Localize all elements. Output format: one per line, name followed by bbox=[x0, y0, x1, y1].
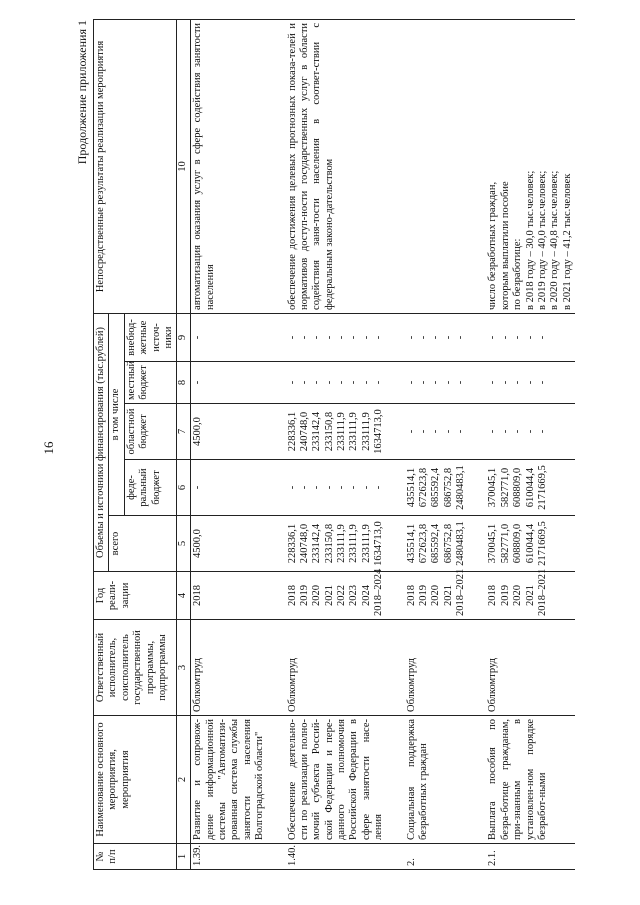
row-federal-value: - bbox=[323, 485, 335, 490]
row-federal-value: 435514,1 bbox=[405, 467, 417, 508]
row-name: Выплата пособия по безра-ботице гражданам, при-знанным в установлен-ном порядке безработ-ными bbox=[486, 716, 575, 844]
spacer-cell bbox=[387, 516, 405, 572]
row-total-value: 686752,8 bbox=[442, 523, 454, 564]
spacer-cell bbox=[468, 716, 486, 844]
row-regional-value: - bbox=[512, 429, 524, 434]
row-number: 1.40. bbox=[286, 844, 387, 870]
row-local-value: - bbox=[442, 380, 454, 385]
row-years-value: 2018 bbox=[286, 585, 298, 606]
row-regional-value: 233111,9 bbox=[336, 412, 347, 451]
row-federal bbox=[405, 460, 469, 516]
column-number: 2 bbox=[177, 716, 191, 844]
column-number: 8 bbox=[177, 362, 191, 404]
row-local-value: - bbox=[373, 380, 385, 385]
row-executor: Облкомтруд bbox=[486, 620, 575, 716]
row-local-value: - bbox=[430, 380, 442, 385]
row-result: автоматизация оказания услуг в сфере содействия занятости населения bbox=[191, 19, 268, 313]
spacer-cell bbox=[468, 620, 486, 716]
row-extrabudget-value: - bbox=[336, 335, 347, 340]
row-years-value: 2018–2021 bbox=[536, 568, 548, 616]
row-regional-value: - bbox=[430, 429, 442, 434]
header-including: в том числе bbox=[109, 313, 124, 515]
spacer-cell bbox=[387, 404, 405, 460]
spacer-cell bbox=[268, 362, 286, 404]
row-regional-value: - bbox=[536, 429, 548, 434]
spacer-cell bbox=[268, 620, 286, 716]
row-local-value: - bbox=[512, 380, 524, 385]
rotated-page bbox=[75, 20, 585, 870]
row-regional-value: - bbox=[499, 429, 511, 434]
row-total-value: 228336,1 bbox=[286, 523, 298, 564]
row-years bbox=[286, 568, 387, 620]
column-number: 9 bbox=[177, 313, 191, 361]
spacer-cell bbox=[387, 19, 405, 313]
row-extrabudget-value: - bbox=[499, 335, 511, 340]
row-result bbox=[405, 19, 469, 313]
row-local-value: - bbox=[336, 380, 347, 385]
row-regional-value: 4500,0 bbox=[192, 417, 204, 446]
row-local-value: - bbox=[417, 380, 429, 385]
row-federal-value: - bbox=[192, 485, 204, 490]
row-total bbox=[191, 516, 268, 572]
row-federal bbox=[486, 460, 575, 516]
spacer-cell bbox=[268, 716, 286, 844]
row-federal-value: - bbox=[286, 485, 298, 490]
spacer-cell bbox=[268, 313, 286, 361]
spacer-cell bbox=[468, 460, 486, 516]
row-executor: Облкомтруд bbox=[405, 620, 469, 716]
spacer-cell bbox=[468, 362, 486, 404]
row-local-value: - bbox=[487, 380, 499, 385]
row-years-value: 2019 bbox=[298, 585, 310, 606]
spacer-cell bbox=[268, 572, 286, 620]
row-extrabudget bbox=[486, 313, 575, 361]
row-federal-value: 2480483,1 bbox=[455, 465, 466, 510]
spacer-cell bbox=[468, 572, 486, 620]
row-extrabudget-value: - bbox=[360, 335, 372, 340]
row-federal bbox=[191, 460, 268, 516]
row-extrabudget-value: - bbox=[348, 335, 360, 340]
spacer-cell bbox=[468, 844, 486, 870]
row-extrabudget-value: - bbox=[286, 335, 298, 340]
row-federal-value: - bbox=[336, 485, 347, 490]
row-extrabudget bbox=[405, 313, 469, 361]
spacer-cell bbox=[387, 460, 405, 516]
row-years-value: 2020 bbox=[512, 585, 524, 606]
row-result: обеспечение достижения целевых прогнозных показа-телей и нормативов доступ-ности государственных услуг в области содействия заня-тости населения в соответ-ствии с федеральным законо-дательством bbox=[286, 19, 387, 313]
row-regional-value: 240748,0 bbox=[298, 411, 310, 452]
row-spacer bbox=[468, 19, 486, 869]
row-regional-value: - bbox=[524, 429, 536, 434]
row-years-value: 2021 bbox=[442, 585, 454, 606]
column-number: 3 bbox=[177, 620, 191, 716]
spacer-cell bbox=[268, 19, 286, 313]
row-regional-value: 233111,9 bbox=[360, 412, 372, 451]
header-extrabudget: внебюд-жетные источ-ники bbox=[124, 313, 177, 361]
row-local-value: - bbox=[348, 380, 360, 385]
row-local-value: - bbox=[405, 380, 417, 385]
row-federal-value: 2171669,5 bbox=[536, 465, 548, 510]
row-extrabudget-value: - bbox=[455, 335, 466, 340]
row-years-value: 2021 bbox=[524, 585, 536, 606]
row-executor: Облкомтруд bbox=[286, 620, 387, 716]
row-federal-value: - bbox=[360, 485, 372, 490]
row-federal-value: 610044,4 bbox=[524, 467, 536, 508]
table-row bbox=[191, 19, 268, 869]
row-total-value: 370045,1 bbox=[487, 523, 499, 564]
row-extrabudget-value: - bbox=[536, 335, 548, 340]
row-regional bbox=[191, 404, 268, 460]
row-years-value: 2020 bbox=[430, 585, 442, 606]
spacer-cell bbox=[468, 313, 486, 361]
row-name: Обеспечение деятельно-сти по реализации полно-мочий субъекта Россий-ской Федерации и пере-данного полномочия Российской Федерации в сфере занятости насе-ления bbox=[286, 716, 387, 844]
row-years-value: 2022 bbox=[336, 585, 347, 606]
row-regional bbox=[486, 404, 575, 460]
row-extrabudget-value: - bbox=[512, 335, 524, 340]
row-regional bbox=[286, 404, 387, 460]
row-total-value: 2480483,1 bbox=[455, 521, 466, 566]
row-extrabudget-value: - bbox=[487, 335, 499, 340]
row-federal-value: 672623,8 bbox=[417, 467, 429, 508]
row-extrabudget bbox=[286, 313, 387, 361]
row-extrabudget-value: - bbox=[192, 335, 204, 340]
row-total-value: 233142,4 bbox=[311, 523, 323, 564]
header-result: Непосредственные результаты реализации мероприятия bbox=[94, 19, 177, 313]
row-federal-value: - bbox=[311, 485, 323, 490]
row-total-value: 435514,1 bbox=[405, 523, 417, 564]
row-years-value: 2018 bbox=[192, 585, 204, 606]
row-years-value: 2020 bbox=[311, 585, 323, 606]
row-extrabudget-value: - bbox=[405, 335, 417, 340]
spacer-cell bbox=[387, 716, 405, 844]
row-extrabudget-value: - bbox=[417, 335, 429, 340]
row-result-line: в 2019 году – 40,0 тыс.человек; bbox=[536, 170, 548, 310]
row-total-value: 672623,8 bbox=[417, 523, 429, 564]
spacer-cell bbox=[468, 516, 486, 572]
header-year: Год реали-зации bbox=[94, 572, 177, 620]
row-extrabudget-value: - bbox=[373, 335, 385, 340]
row-local-value: - bbox=[499, 380, 511, 385]
row-result-line: в 2020 году – 40,8 тыс.человек; bbox=[549, 170, 561, 310]
row-years-value: 2018–2021 bbox=[455, 568, 466, 616]
row-years-value: 2018 bbox=[487, 585, 499, 606]
table-body bbox=[191, 19, 575, 869]
row-local-value: - bbox=[455, 380, 466, 385]
row-extrabudget-value: - bbox=[323, 335, 335, 340]
row-federal-value: 685592,4 bbox=[430, 467, 442, 508]
row-extrabudget-value: - bbox=[430, 335, 442, 340]
spacer-cell bbox=[268, 516, 286, 572]
row-local bbox=[286, 362, 387, 404]
row-local bbox=[486, 362, 575, 404]
row-years-value: 2024 bbox=[360, 585, 372, 606]
column-number: 5 bbox=[177, 516, 191, 572]
row-years-value: 2021 bbox=[323, 585, 335, 606]
row-years-value: 2018–2024 bbox=[373, 568, 385, 616]
row-regional-value: - bbox=[405, 429, 417, 434]
row-local-value: - bbox=[286, 380, 298, 385]
column-number: 1 bbox=[177, 844, 191, 870]
spacer-cell bbox=[268, 460, 286, 516]
row-result bbox=[486, 19, 575, 313]
row-total bbox=[486, 516, 575, 572]
row-total-value: 4500,0 bbox=[192, 529, 204, 558]
spacer-cell bbox=[387, 844, 405, 870]
row-years-value: 2019 bbox=[499, 585, 511, 606]
row-extrabudget-value: - bbox=[311, 335, 323, 340]
row-local bbox=[405, 362, 469, 404]
spacer-cell bbox=[268, 404, 286, 460]
row-regional-value: 233111,9 bbox=[348, 412, 360, 451]
column-number: 7 bbox=[177, 404, 191, 460]
row-total-value: 582771,0 bbox=[499, 523, 511, 564]
row-years bbox=[486, 568, 575, 620]
row-number: 2.1. bbox=[486, 844, 575, 870]
column-number-row bbox=[177, 19, 191, 869]
row-extrabudget bbox=[191, 313, 268, 361]
header-total: всего bbox=[109, 516, 177, 572]
header-funding: Объемы и источники финансирования (тыс.рублей) bbox=[94, 313, 109, 571]
header-num: № п/п bbox=[94, 844, 177, 870]
row-regional-value: - bbox=[487, 429, 499, 434]
row-federal bbox=[286, 460, 387, 516]
spacer-cell bbox=[468, 19, 486, 313]
row-regional-value: 233150,8 bbox=[323, 411, 335, 452]
column-number: 6 bbox=[177, 460, 191, 516]
header-executor: Ответственный исполнитель, соисполнитель государственной программы, подпрограммы bbox=[94, 620, 177, 716]
table-row bbox=[405, 19, 469, 869]
row-total-value: 233111,9 bbox=[360, 524, 372, 563]
row-regional-value: - bbox=[455, 429, 466, 434]
row-years bbox=[191, 572, 268, 620]
row-number: 2. bbox=[405, 844, 469, 870]
row-spacer bbox=[387, 19, 405, 869]
spacer-cell bbox=[268, 844, 286, 870]
row-years bbox=[405, 568, 469, 620]
row-years-value: 2019 bbox=[417, 585, 429, 606]
row-result-line: которым выплатили пособие bbox=[499, 181, 511, 310]
continuation-caption: Продолжение приложения 1 bbox=[75, 20, 89, 165]
column-number: 4 bbox=[177, 572, 191, 620]
row-total-value: 1634713,0 bbox=[373, 521, 385, 566]
row-result-line: в 2018 году – 30,0 тыс.человек; bbox=[524, 170, 536, 310]
row-federal-value: 686752,8 bbox=[442, 467, 454, 508]
row-total bbox=[286, 516, 387, 572]
spacer-cell bbox=[387, 572, 405, 620]
header-local: местный бюджет bbox=[124, 362, 177, 404]
spacer-cell bbox=[387, 362, 405, 404]
row-federal-value: 608809,0 bbox=[512, 467, 524, 508]
row-federal-value: - bbox=[298, 485, 310, 490]
row-result-line: число безработных граждан, bbox=[487, 181, 499, 310]
row-federal-value: - bbox=[348, 485, 360, 490]
row-spacer bbox=[268, 19, 286, 869]
row-regional-value: 233142,4 bbox=[311, 411, 323, 452]
row-local-value: - bbox=[536, 380, 548, 385]
row-local-value: - bbox=[298, 380, 310, 385]
row-local-value: - bbox=[524, 380, 536, 385]
row-name: Социальная поддержка безработных граждан bbox=[405, 716, 469, 844]
row-total-value: 610044,4 bbox=[524, 523, 536, 564]
table-row bbox=[286, 19, 387, 869]
row-regional-value: 228336,1 bbox=[286, 411, 298, 452]
row-total-value: 240748,0 bbox=[298, 523, 310, 564]
row-years-value: 2018 bbox=[405, 585, 417, 606]
header-federal: феде-ральный бюджет bbox=[124, 460, 177, 516]
header-name: Наименование основного мероприятия, мероприятия bbox=[94, 716, 177, 844]
spacer-cell bbox=[387, 620, 405, 716]
row-result-line: по безработице: bbox=[512, 238, 524, 310]
spacer-cell bbox=[387, 313, 405, 361]
row-regional-value: - bbox=[417, 429, 429, 434]
row-regional-value: 1634713,0 bbox=[373, 409, 385, 454]
row-regional-value: - bbox=[442, 429, 454, 434]
row-local-value: - bbox=[311, 380, 323, 385]
row-regional bbox=[405, 404, 469, 460]
row-total-value: 2171669,5 bbox=[536, 521, 548, 566]
row-extrabudget-value: - bbox=[442, 335, 454, 340]
row-total-value: 233150,8 bbox=[323, 523, 335, 564]
row-local-value: - bbox=[323, 380, 335, 385]
table-row bbox=[486, 19, 575, 869]
row-federal-value: 370045,1 bbox=[487, 467, 499, 508]
table-header bbox=[94, 19, 191, 869]
row-total-value: 608809,0 bbox=[512, 523, 524, 564]
row-years-value: 2023 bbox=[348, 585, 360, 606]
row-result-line: в 2021 году – 41,2 тыс.человек bbox=[561, 173, 573, 310]
row-total-value: 233111,9 bbox=[336, 524, 347, 563]
row-local bbox=[191, 362, 268, 404]
row-total-value: 233111,9 bbox=[348, 524, 360, 563]
row-extrabudget-value: - bbox=[298, 335, 310, 340]
row-executor: Облкомтруд bbox=[191, 620, 268, 716]
column-number: 10 bbox=[177, 19, 191, 313]
row-extrabudget-value: - bbox=[524, 335, 536, 340]
row-number: 1.39. bbox=[191, 844, 268, 870]
page-number: 16 bbox=[41, 441, 56, 455]
spacer-cell bbox=[468, 404, 486, 460]
funding-table bbox=[93, 19, 575, 870]
row-federal-value: 582771,0 bbox=[499, 467, 511, 508]
row-name: Развитие и сопровож-дение информационной системы "Автоматизи-рованная система службы занятости населения Волгоградской области" bbox=[191, 716, 268, 844]
row-total bbox=[405, 516, 469, 572]
row-local-value: - bbox=[360, 380, 372, 385]
header-regional: областной бюджет bbox=[124, 404, 177, 460]
row-total-value: 685592,4 bbox=[430, 523, 442, 564]
row-local-value: - bbox=[192, 380, 204, 385]
row-federal-value: - bbox=[373, 485, 385, 490]
